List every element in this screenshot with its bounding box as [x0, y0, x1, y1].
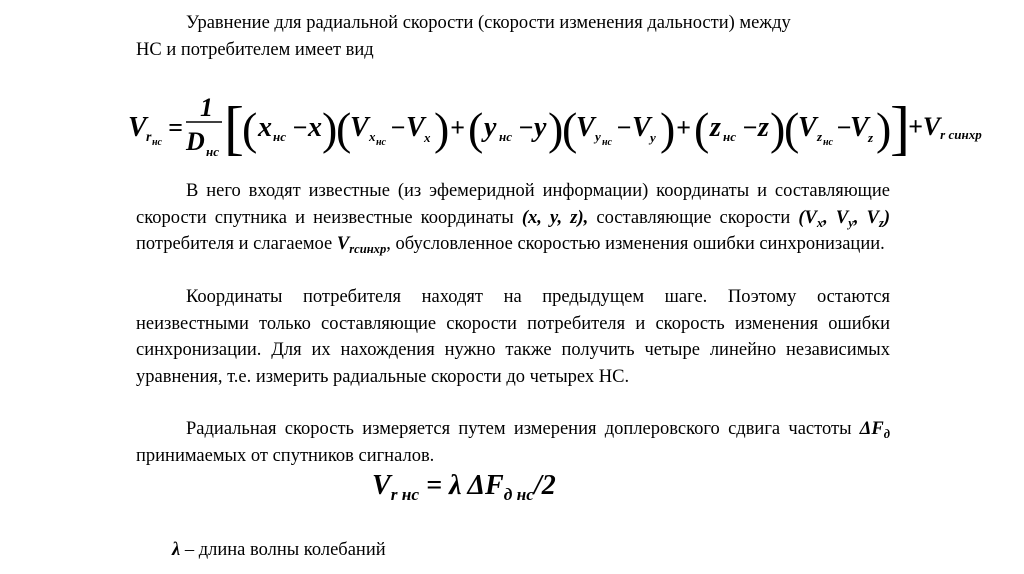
p1-coords: (x, y, z), [521, 207, 589, 228]
term-vz-sub: z [868, 130, 874, 145]
formula-plus-sync: + [908, 112, 923, 141]
p3-delta-f [860, 419, 890, 439]
eq2-v: V [372, 470, 391, 501]
term-y: y [534, 112, 547, 143]
p1-velocity [798, 208, 890, 228]
p3-text-b: принимаемых от спутников сигналов. [136, 445, 435, 466]
term-x-nc: x [258, 112, 272, 143]
p1-text-a: В него входят известные (из эфемеридной информации) координаты и составляющие скорости спутника и неизвестные координаты [136, 181, 890, 228]
paren-close-3: ) [548, 103, 564, 154]
term-vx-sub: x [424, 130, 431, 145]
p1-text-b: составляющие скорости [588, 207, 799, 228]
term-y-nc-sub: нс [499, 129, 512, 144]
bracket-close: ] [890, 95, 910, 161]
intro-line-1: Уравнение для радиальной скорости (скорости изменения дальности) между [186, 13, 791, 33]
term-z-nc: z [710, 112, 721, 143]
term-vz-nc-sub2: нс [823, 137, 833, 148]
minus-2: − [390, 113, 406, 142]
term-y-nc: y [484, 112, 497, 143]
plus-1: + [450, 113, 465, 142]
plus-2: + [676, 113, 691, 142]
paren-close-6: ) [876, 103, 892, 154]
paren-open-5: ( [694, 103, 710, 154]
term-vx-nc: V [350, 112, 369, 143]
paren-open-3: ( [468, 103, 484, 154]
p1-vel-open: (V [798, 207, 817, 228]
intro-paragraph [136, 10, 890, 63]
p1-vel-sep1: , V [823, 207, 849, 228]
formula-lhs: V [128, 112, 147, 143]
lambda-text: – длина волны колебаний [180, 540, 386, 560]
paren-close-5: ) [770, 103, 786, 154]
p1-text-c: потребителя и слагаемое [136, 234, 337, 254]
p1-vy-sub: y [848, 215, 854, 230]
p1-sync-sub: rсинхр [349, 242, 387, 256]
term-z-nc-sub: нс [723, 129, 736, 144]
formula-lhs-sub-r: r [146, 130, 152, 145]
p3-delta-f-main: ΔF [859, 419, 884, 439]
eq2-v-sub: r нс [390, 485, 420, 504]
term-vy-nc-sub: y [595, 129, 601, 144]
term-vx-nc-sub2: нс [376, 137, 386, 148]
paren-open-1: ( [242, 103, 258, 154]
paren-close-4: ) [660, 103, 676, 154]
minus-4: − [616, 113, 632, 142]
term-x-nc-sub: нс [273, 129, 286, 144]
term-z: z [758, 112, 769, 143]
paren-close-2: ) [434, 103, 450, 154]
eq2-rhs-a: = λ ΔF [419, 470, 504, 501]
lambda-definition [172, 540, 386, 561]
term-vz-nc: V [798, 112, 817, 143]
paren-open-4: ( [562, 103, 578, 154]
eq2-rhs-b: /2 [534, 470, 556, 501]
bracket-open: [ [224, 95, 244, 161]
term-vx: V [406, 112, 425, 143]
formula-sync-term [908, 112, 982, 142]
paren-open-2: ( [336, 103, 352, 154]
p1-vx-sub: x [816, 215, 824, 230]
term-vy-nc-sub2: нс [602, 137, 612, 148]
p3-delta-f-sub: д [883, 427, 890, 441]
paren-close-1: ) [322, 103, 338, 154]
term-vz-nc-sub: z [817, 129, 823, 144]
p3-text-a: Радиальная скорость измеряется путем измерения доплеровского сдвига частоты [186, 419, 860, 439]
p1-vel-close: ) [883, 207, 891, 228]
p1-text-d: , обусловленное скоростью изменения ошибки синхронизации. [386, 234, 885, 254]
term-vy-sub: y [650, 130, 656, 145]
p1-sync [337, 234, 386, 254]
term-vx-nc-sub: x [369, 129, 376, 144]
p1-sync-v: V [336, 234, 350, 254]
formula-denominator-sub: нс [206, 144, 219, 159]
paragraph-2: Координаты потребителя находят на предыдущем шаге. Поэтому остаются неизвестными только составляющие скорости потребителя и скорость изменения ошибки синхронизации. Для их нахождения нужно также получить четыре линейно независимых уравнения, т.е. измерить радиальные скорости до четырех НС. [136, 287, 890, 387]
term-vy: V [632, 112, 651, 143]
doppler-equation [372, 470, 556, 502]
formula-equals: = [168, 113, 183, 142]
minus-5: − [742, 113, 758, 142]
radial-velocity-formula [124, 92, 982, 162]
eq2-rhs-sub: д нс [503, 485, 535, 504]
lambda-symbol: λ [172, 540, 181, 560]
minus-3: − [518, 113, 534, 142]
formula-sync-sub: r синхр [940, 127, 982, 142]
intro-line-2: НС и потребителем имеет вид [136, 39, 374, 60]
paragraph-3 [136, 416, 890, 469]
formula-denominator: D [186, 127, 205, 156]
minus-1: − [292, 113, 308, 142]
paren-open-6: ( [784, 103, 800, 154]
term-vy-nc: V [576, 112, 595, 143]
formula-sync-v: V [922, 112, 941, 141]
p1-vz-sub: z [878, 215, 884, 230]
term-x: x [308, 112, 322, 143]
paragraph-1 [136, 178, 890, 258]
formula-numerator: 1 [200, 93, 213, 122]
minus-6: − [836, 113, 852, 142]
formula-lhs-sub-nc: нс [152, 137, 162, 148]
p1-vel-sep2: , V [853, 207, 879, 228]
formula-svg [124, 92, 910, 162]
term-vz: V [850, 112, 869, 143]
